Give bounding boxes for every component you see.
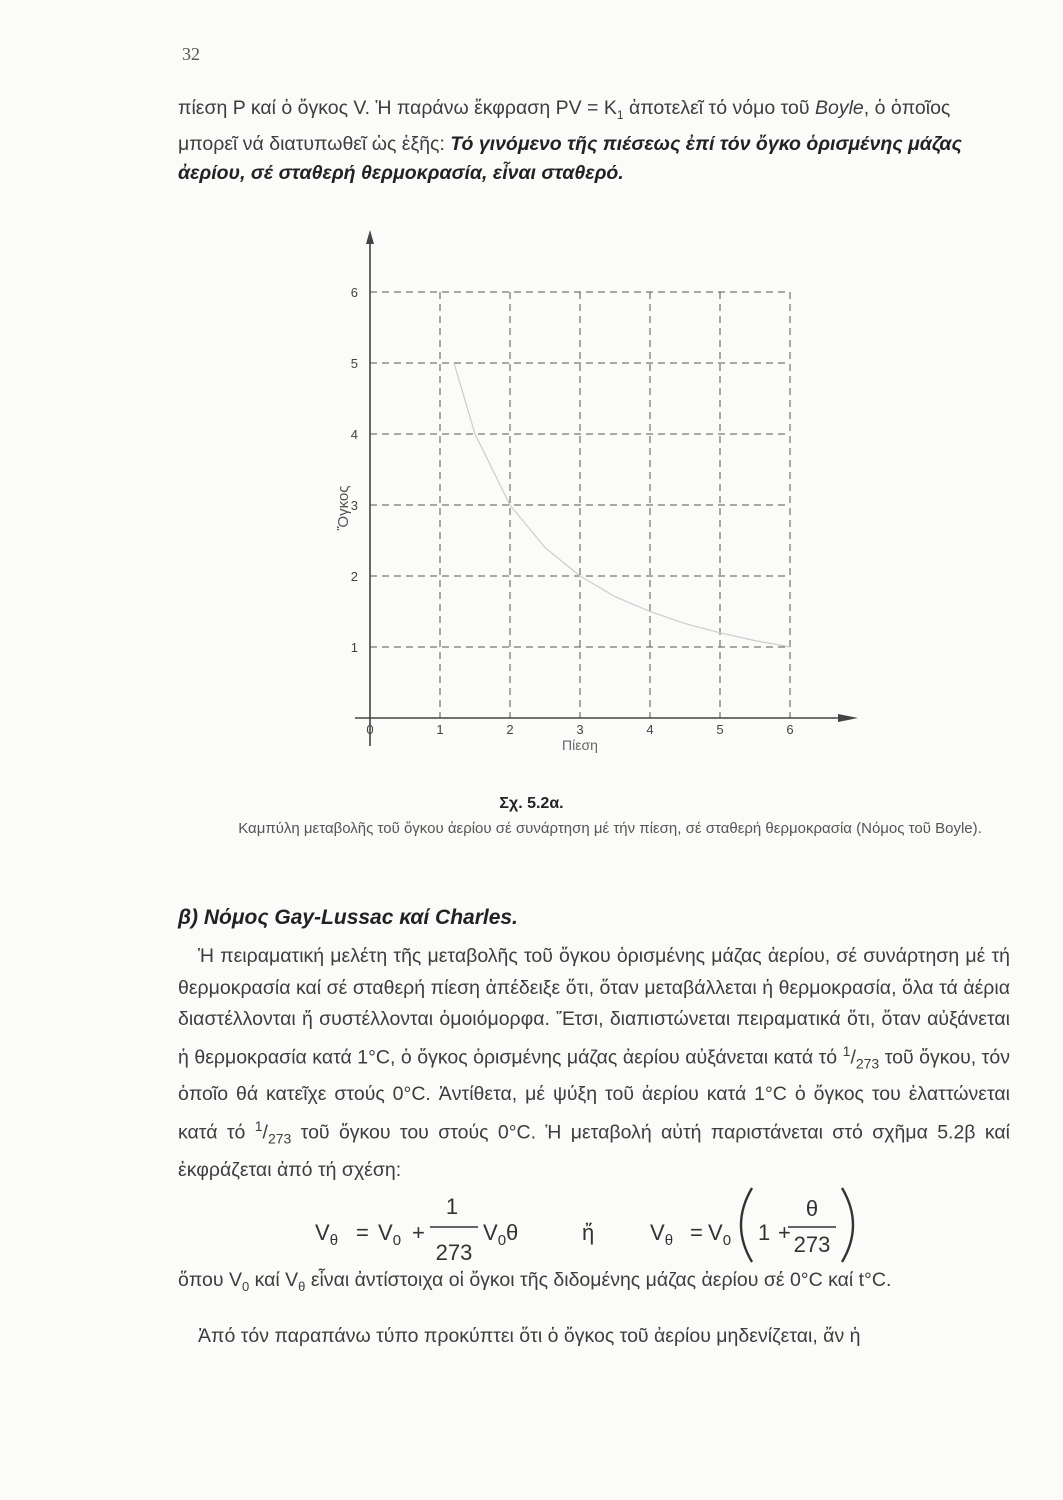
- formula-frac-num: 1: [445, 1194, 459, 1219]
- formula-v0-2: $V_0$: [708, 1220, 732, 1249]
- intro-text-2: ἀποτελεῖ τό νόμο τοῦ: [623, 97, 815, 119]
- formula-theta-num: θ: [805, 1196, 819, 1221]
- formula-frac-den: 273: [435, 1240, 473, 1265]
- boyle-law-statement: Τό γινόμενο τῆς πιέσεως ἐπί τόν ὄγκο ὁρισμένης μάζας ἀερίου, σέ σταθερή θερμοκρασία, εἶναι σταθερό.: [178, 132, 962, 184]
- formula-v0-1: $V_0$: [378, 1220, 402, 1249]
- x-tick-label-6: 6: [786, 722, 794, 737]
- gay-lussac-formula: [0, 1180, 1063, 1270]
- intro-paragraph: [178, 94, 1010, 188]
- fraction-num-2: 1: [254, 1117, 263, 1134]
- figure-caption: Καμπύλη μεταβολῆς τοῦ ὄγκου ἀερίου σέ συνάρτηση μέ τήν πίεση, σέ σταθερή θερμοκρασία (Νόμος τοῦ Boyle).: [238, 820, 982, 837]
- y-tick-label-4: 4: [350, 427, 358, 442]
- y-tick-label-3: 3: [350, 498, 358, 513]
- x-tick-label-3: 3: [576, 722, 584, 737]
- y-axis-arrow: [366, 230, 374, 244]
- boyle-chart: [300, 228, 860, 758]
- formula-right-paren: [842, 1188, 853, 1262]
- def-text-c: εἶναι ἀντίστοιχα οἱ ὄγκοι τῆς διδομένης μάζας ἀερίου σέ 0°C καί t°C.: [305, 1269, 892, 1291]
- formula-frac-den-2: 273: [793, 1232, 831, 1257]
- y-tick-label-1: 1: [350, 640, 358, 655]
- x-tick-label-1: 1: [436, 722, 444, 737]
- page-number: 32: [182, 44, 200, 64]
- y-tick-label-2: 2: [350, 569, 358, 584]
- formula-v0-theta: $V_0\theta$: [483, 1220, 519, 1249]
- chart-grid: [370, 292, 790, 718]
- x-axis-label: Πίεση: [562, 737, 598, 753]
- x-tick-label-2: 2: [506, 722, 514, 737]
- y-tick-label-6: 6: [350, 285, 358, 300]
- formula-v-theta-2: $V_\theta$: [650, 1220, 674, 1249]
- definition-paragraph: [178, 1266, 1010, 1301]
- x-tick-label-4: 4: [646, 722, 654, 737]
- fraction-num-1: 1: [842, 1042, 851, 1059]
- def-sub-theta: θ: [298, 1278, 306, 1294]
- body-text-a: Ἡ πειραματική μελέτη τῆς μεταβολῆς τοῦ ὄγκου ὁρισμένης μάζας ἀερίου, σέ συνάρτηση μέ τή θερμοκρασία καί σέ σταθερή πίεση ἀπέδειξε ὅτι, ὅταν μεταβάλλεται ἡ θερμοκρασία, ὅλα τά ἀέρια διαστέλλονται ἤ συστέλλονται ὁμοιόμορφα. Ἔτσι, διαπιστώνεται πειραματικά ὅτι, ὅταν αὐξάνεται ἡ θερμοκρασία κατά 1°C, ὁ ὄγκος ὁρισμένης μάζας ἀερίου αὐξάνεται κατά τό: [178, 945, 1010, 1068]
- fraction-den-2: 273: [267, 1130, 292, 1147]
- formula-v-theta-1: $V_\theta$: [315, 1220, 339, 1249]
- last-line: Ἀπό τόν παραπάνω τύπο προκύπτει ὅτι ὁ ὄγκος τοῦ ἀερίου μηδενίζεται, ἄν ἡ: [198, 1325, 861, 1347]
- formula-or: ἤ: [582, 1220, 595, 1245]
- section-title: β) Νόμος Gay-Lussac καί Charles.: [178, 906, 518, 929]
- formula-left-paren: [741, 1188, 752, 1262]
- body-text-c: τοῦ ὄγκου του στούς 0°C. Ἡ μεταβολή αὐτή παριστάνεται στό σχῆμα 5.2β καί ἐκφράζεται ἀπό τή σχέση:: [178, 1121, 1010, 1181]
- y-axis-label: Ὄγκος: [335, 485, 352, 531]
- intro-text-3: , ὁ ὁποῖος μπορεῖ νά διατυπωθεῖ ὡς ἑξῆς:: [178, 97, 951, 155]
- intro-text-1: πίεση P καί ὁ ὄγκος V. Ἡ παράνω ἔκφραση PV = K: [178, 97, 617, 119]
- def-sub-0: 0: [241, 1278, 250, 1294]
- x-axis-arrow: [838, 714, 858, 722]
- formula-one: 1: [758, 1220, 771, 1245]
- x-tick-label-0: 0: [366, 722, 374, 737]
- x-tick-label-5: 5: [716, 722, 724, 737]
- intro-subscript: 1: [616, 107, 624, 122]
- fraction-den-1: 273: [855, 1054, 880, 1071]
- formula-plus-2: +: [778, 1220, 791, 1245]
- figure-label: Σχ. 5.2α.: [499, 795, 564, 812]
- formula-eq-2: =: [690, 1220, 703, 1245]
- y-tick-label-5: 5: [350, 356, 358, 371]
- def-text-b: καί V: [249, 1269, 299, 1291]
- boyle-name: Boyle: [814, 97, 864, 119]
- formula-eq-1: =: [356, 1220, 369, 1245]
- body-paragraph: Ἡ πειραματική μελέτη τῆς μεταβολῆς τοῦ ὄγκου ὁρισμένης μάζας ἀερίου, σέ συνάρτηση μέ τή θερμοκρασία καί σέ σταθερή πίεση ἀπέδειξε ὅτι, ὅταν μεταβάλλεται ἡ θερμοκρασία, ὅλα τά ἀέρια διαστέλλονται ἤ συστέλλονται ὁμοιόμορφα. Ἔτσι, διαπιστώνεται πειραματικά ὅτι, ὅταν αὐξάνεται ἡ θερμοκρασία κατά 1°C, ὁ ὄγκος ὁρισμένης μάζας ἀερίου αὐξάνεται κατά τό $^1/_{273}$ τοῦ ὄγκου, τόν ὁποῖο θά κατεῖχε στούς 0°C. Ἀντίθετα, μέ ψύξη τοῦ ἀερίου κατά 1°C ὁ ὄγκος του ἐλαττώνεται κατά τό $^1/_{273}$ τοῦ ὄγκου του στούς 0°C. Ἡ μεταβολή αὐτή παριστάνεται στό σχῆμα 5.2β καί ἐκφράζεται ἀπό τή σχέση:: [178, 945, 1010, 1181]
- def-text-a: ὅπου V: [178, 1269, 242, 1291]
- body-text-b: τοῦ ὄγκου, τόν ὁποῖο θά κατεῖχε στούς 0°C. Ἀντίθετα, μέ ψύξη τοῦ ἀερίου κατά 1°C ὁ ὄγκος του ἐλαττώνεται κατά τό: [178, 1046, 1010, 1144]
- formula-plus-1: +: [412, 1220, 425, 1245]
